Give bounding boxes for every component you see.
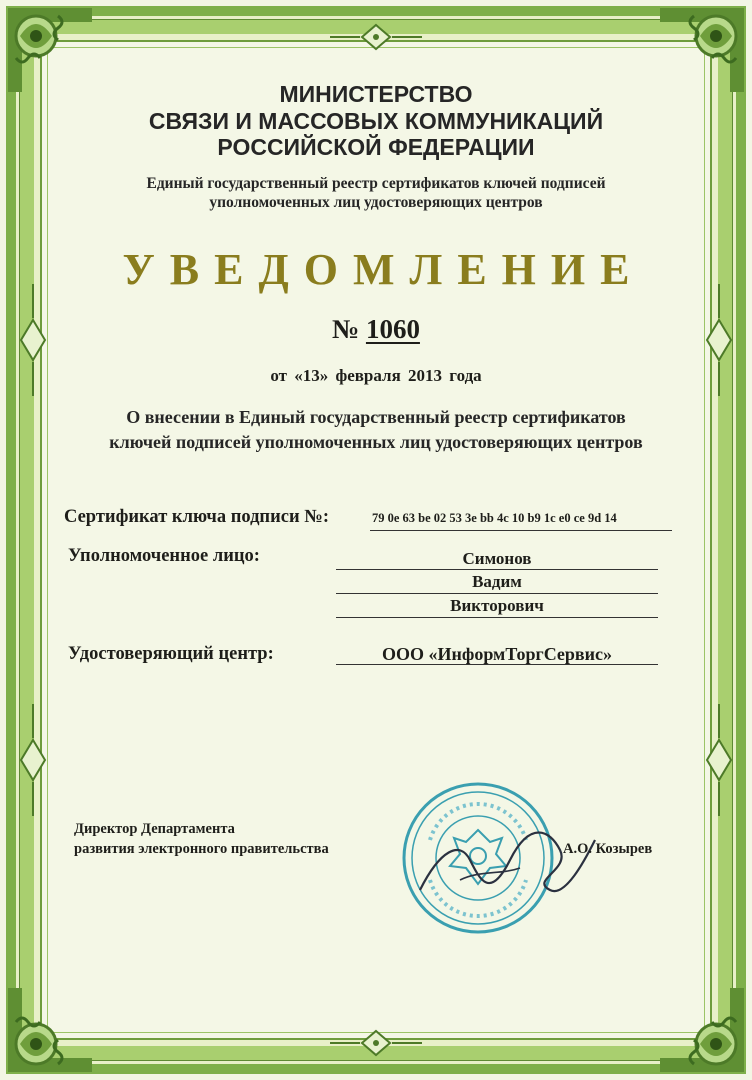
certifying-center-label: Удостоверяющий центр: (68, 644, 274, 664)
number-value: 1060 (365, 314, 420, 344)
center-underline (336, 664, 658, 665)
surname-underline (336, 569, 658, 570)
person-name: Вадим (472, 572, 522, 591)
subject-line2: ключей подписей уполномоченных лиц удостоверяющих центров (109, 432, 643, 452)
diamond-ornament-icon (326, 1028, 426, 1058)
number-prefix: № (332, 314, 360, 344)
subject-line1: О внесении в Единый государственный реестр сертификатов (126, 407, 626, 427)
diamond-ornament-icon (326, 22, 426, 52)
registry-name-line2: уполномоченных лиц удостоверяющих центров (209, 194, 543, 211)
patronymic-underline (336, 617, 658, 618)
corner-ornament-icon (654, 982, 750, 1078)
certificate-label: Сертификат ключа подписи №: (64, 507, 329, 527)
name-underline (336, 593, 658, 594)
signature-icon (400, 820, 600, 910)
person-surname: Симонов (462, 549, 532, 568)
ministry-name-line1: МИНИСТЕРСТВО (279, 81, 473, 107)
diamond-ornament-icon (18, 700, 48, 820)
signatory-title-line2: развития электронного правительства (74, 841, 329, 857)
signatory-title-line1: Директор Департамента (74, 821, 235, 837)
notice-date: от «13» февраля 2013 года (270, 366, 482, 385)
authorized-person-label: Уполномоченное лицо: (68, 546, 260, 566)
notice-number (0, 314, 752, 345)
certificate-number: 79 0e 63 be 02 53 3e bb 4c 10 b9 1c e0 ce 9d 14 (372, 511, 617, 525)
signatory-name: А.О. Козырев (563, 841, 653, 857)
corner-ornament-icon (2, 982, 98, 1078)
registry-name-line1: Единый государственный реестр сертификатов ключей подписей (146, 175, 606, 192)
diamond-ornament-icon (704, 700, 734, 820)
ministry-name-line3: РОССИЙСКОЙ ФЕДЕРАЦИИ (217, 134, 535, 160)
person-patronymic: Викторович (450, 596, 544, 615)
certificate-underline (370, 530, 672, 531)
notice-title: УВЕДОМЛЕНИЕ (122, 245, 645, 294)
certifying-center-value: ООО «ИнформТоргСервис» (381, 644, 612, 664)
ministry-name-line2: СВЯЗИ И МАССОВЫХ КОММУНИКАЦИЙ (148, 108, 604, 134)
